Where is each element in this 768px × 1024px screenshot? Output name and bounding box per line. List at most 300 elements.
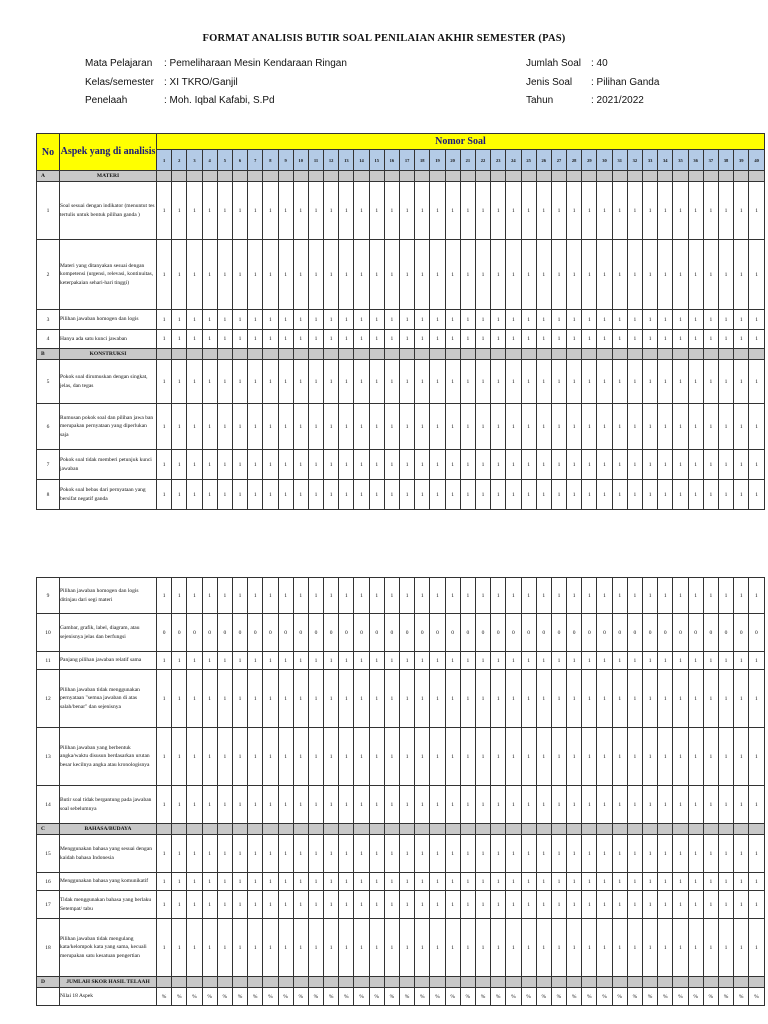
section-cell: [354, 824, 369, 835]
score-cell: 1: [673, 450, 688, 480]
section-cell: [384, 171, 399, 182]
score-cell: 1: [339, 360, 354, 404]
question-number: 11: [308, 150, 323, 171]
section-cell: [734, 349, 749, 360]
score-cell: 1: [248, 310, 263, 330]
section-cell: [506, 977, 521, 988]
aspect-text: Menggunakan bahasa yang komunikatif: [60, 873, 157, 891]
score-cell: 1: [749, 310, 765, 330]
score-cell: 1: [688, 835, 703, 873]
score-cell: 0: [627, 614, 642, 652]
score-cell: 1: [567, 891, 582, 919]
aspect-text: Pilihan jawaban homogen dan logis: [60, 310, 157, 330]
score-cell: 1: [612, 728, 627, 786]
score-cell: 1: [643, 786, 658, 824]
score-cell: 1: [157, 404, 172, 450]
section-cell: [202, 349, 217, 360]
score-cell: 1: [430, 728, 445, 786]
score-cell: 1: [688, 873, 703, 891]
score-cell: 1: [597, 578, 612, 614]
score-cell: 1: [475, 578, 490, 614]
score-cell: 1: [688, 360, 703, 404]
section-title: BAHASA/BUDAYA: [60, 824, 157, 835]
score-cell: 1: [734, 652, 749, 670]
score-cell: 1: [187, 480, 202, 510]
section-cell: [232, 824, 247, 835]
score-cell: 1: [248, 891, 263, 919]
score-cell: 1: [157, 480, 172, 510]
score-cell: 1: [157, 835, 172, 873]
score-cell: 1: [415, 182, 430, 240]
score-cell: 1: [415, 873, 430, 891]
score-cell: 1: [597, 891, 612, 919]
score-cell: 1: [308, 835, 323, 873]
row-number: 11: [37, 652, 60, 670]
score-cell: 1: [688, 578, 703, 614]
score-cell: 1: [612, 835, 627, 873]
score-cell: 1: [400, 404, 415, 450]
section-cell: [658, 171, 673, 182]
score-cell: 1: [232, 835, 247, 873]
score-cell: %: [491, 988, 506, 1006]
score-cell: 1: [475, 360, 490, 404]
score-cell: 1: [718, 786, 733, 824]
score-cell: 1: [187, 891, 202, 919]
score-cell: 0: [187, 614, 202, 652]
score-cell: 1: [187, 360, 202, 404]
question-number: 38: [718, 150, 733, 171]
score-cell: 1: [688, 450, 703, 480]
score-cell: 1: [718, 450, 733, 480]
score-cell: 1: [172, 891, 187, 919]
question-number: 5: [217, 150, 232, 171]
score-cell: %: [384, 988, 399, 1006]
score-cell: 1: [384, 652, 399, 670]
score-cell: 1: [217, 786, 232, 824]
score-cell: 0: [278, 614, 293, 652]
section-cell: [491, 977, 506, 988]
score-cell: 1: [551, 240, 566, 310]
section-cell: [339, 824, 354, 835]
aspect-text: Nilai 18 Aspek: [60, 988, 157, 1006]
score-cell: 1: [718, 480, 733, 510]
section-cell: [369, 977, 384, 988]
score-cell: 1: [673, 835, 688, 873]
score-cell: 0: [536, 614, 551, 652]
section-cell: [460, 977, 475, 988]
score-cell: 1: [369, 786, 384, 824]
section-cell: [521, 171, 536, 182]
section-cell: [354, 349, 369, 360]
score-cell: 1: [521, 404, 536, 450]
score-cell: 1: [384, 891, 399, 919]
score-cell: 1: [263, 786, 278, 824]
score-cell: 1: [597, 182, 612, 240]
section-cell: [157, 171, 172, 182]
score-cell: 1: [308, 873, 323, 891]
question-number: 39: [734, 150, 749, 171]
score-cell: 1: [536, 873, 551, 891]
score-cell: 1: [415, 652, 430, 670]
section-cell: [521, 824, 536, 835]
score-cell: 1: [749, 919, 764, 977]
score-cell: 1: [688, 404, 703, 450]
header-no: No: [37, 134, 60, 171]
score-cell: 1: [308, 891, 323, 919]
row-number: 16: [37, 873, 60, 891]
score-cell: %: [734, 988, 749, 1006]
score-cell: 1: [445, 480, 460, 510]
score-cell: %: [339, 988, 354, 1006]
document-title: FORMAT ANALISIS BUTIR SOAL PENILAIAN AKHIR SEMESTER (PAS): [202, 33, 566, 44]
score-cell: 1: [643, 670, 658, 728]
score-cell: 1: [612, 310, 627, 330]
score-cell: 1: [536, 310, 551, 330]
section-cell: [187, 977, 202, 988]
score-cell: 1: [718, 240, 733, 310]
score-cell: 1: [734, 670, 749, 728]
info-row-question-count: [526, 57, 659, 76]
question-number: 31: [612, 150, 627, 171]
section-cell: [597, 824, 612, 835]
score-cell: 1: [506, 919, 521, 977]
score-cell: 1: [308, 786, 323, 824]
section-cell: [369, 824, 384, 835]
score-cell: 1: [172, 652, 187, 670]
score-cell: 1: [293, 786, 308, 824]
score-cell: %: [506, 988, 521, 1006]
row-number: 7: [37, 450, 60, 480]
score-cell: 1: [521, 182, 536, 240]
score-cell: 1: [339, 670, 354, 728]
section-cell: [339, 349, 354, 360]
score-cell: 1: [734, 578, 749, 614]
score-cell: 1: [536, 670, 551, 728]
score-cell: 1: [430, 786, 445, 824]
score-cell: 1: [293, 182, 308, 240]
score-cell: 1: [308, 182, 323, 240]
score-cell: 1: [172, 240, 187, 310]
row-number: 5: [37, 360, 60, 404]
question-number: 32: [627, 150, 642, 171]
score-cell: 1: [673, 182, 688, 240]
score-cell: 1: [703, 182, 718, 240]
score-cell: 1: [308, 728, 323, 786]
score-cell: 1: [643, 728, 658, 786]
score-cell: 1: [627, 578, 642, 614]
score-cell: 1: [232, 182, 247, 240]
score-cell: 1: [551, 480, 566, 510]
score-cell: 1: [597, 919, 612, 977]
score-cell: 1: [217, 360, 232, 404]
score-cell: 1: [521, 480, 536, 510]
score-cell: 0: [658, 614, 673, 652]
score-cell: 1: [157, 873, 172, 891]
section-cell: [749, 824, 764, 835]
section-cell: [324, 977, 339, 988]
section-cell: [232, 349, 247, 360]
question-number: 33: [643, 150, 658, 171]
score-cell: 1: [703, 480, 718, 510]
section-cell: [703, 171, 718, 182]
section-cell: [263, 349, 278, 360]
score-cell: 0: [369, 614, 384, 652]
section-cell: [384, 824, 399, 835]
score-cell: 1: [369, 404, 384, 450]
section-cell: [308, 349, 323, 360]
score-cell: 1: [157, 891, 172, 919]
score-cell: 1: [491, 310, 506, 330]
section-cell: [430, 349, 445, 360]
score-cell: 1: [384, 360, 399, 404]
score-cell: 1: [688, 480, 703, 510]
score-cell: 1: [308, 310, 323, 330]
table-row: [37, 360, 765, 404]
score-cell: 1: [551, 450, 566, 480]
section-letter: B: [37, 349, 60, 360]
score-cell: 1: [506, 240, 521, 310]
score-cell: 1: [172, 786, 187, 824]
score-cell: 1: [551, 182, 566, 240]
score-cell: 1: [491, 873, 506, 891]
question-number: 16: [384, 150, 399, 171]
score-cell: 1: [643, 891, 658, 919]
section-cell: [278, 824, 293, 835]
score-cell: 1: [202, 728, 217, 786]
score-cell: 1: [491, 578, 506, 614]
score-cell: 1: [567, 919, 582, 977]
score-cell: 1: [157, 182, 172, 240]
score-cell: 1: [445, 728, 460, 786]
question-number: 6: [232, 150, 247, 171]
question-number: 7: [248, 150, 263, 171]
score-cell: 1: [430, 835, 445, 873]
section-cell: [582, 824, 597, 835]
score-cell: 1: [232, 360, 247, 404]
score-cell: 1: [400, 182, 415, 240]
score-cell: 1: [369, 919, 384, 977]
score-cell: 1: [506, 310, 521, 330]
score-cell: 1: [248, 182, 263, 240]
table-row: [37, 578, 765, 614]
section-cell: [232, 977, 247, 988]
question-number: 24: [506, 150, 521, 171]
question-number: 36: [688, 150, 703, 171]
score-cell: 1: [400, 578, 415, 614]
score-cell: 0: [643, 614, 658, 652]
score-cell: 1: [582, 919, 597, 977]
score-cell: 1: [688, 891, 703, 919]
score-cell: 1: [673, 670, 688, 728]
table-row: [37, 835, 765, 873]
score-cell: 1: [369, 450, 384, 480]
score-cell: 1: [475, 786, 490, 824]
score-cell: 0: [324, 614, 339, 652]
section-cell: [627, 349, 642, 360]
question-number: 23: [491, 150, 506, 171]
score-cell: 1: [400, 919, 415, 977]
score-cell: 1: [157, 786, 172, 824]
score-cell: 1: [202, 182, 217, 240]
score-cell: 1: [187, 182, 202, 240]
score-cell: 1: [536, 360, 551, 404]
score-cell: 1: [673, 652, 688, 670]
score-cell: 1: [339, 873, 354, 891]
score-cell: 1: [293, 670, 308, 728]
row-number: 9: [37, 578, 60, 614]
section-cell: [734, 977, 749, 988]
score-cell: 1: [734, 786, 749, 824]
score-cell: 1: [673, 480, 688, 510]
score-cell: 1: [627, 404, 642, 450]
score-cell: 1: [278, 835, 293, 873]
section-cell: [172, 349, 187, 360]
score-cell: 1: [293, 873, 308, 891]
score-cell: 1: [217, 873, 232, 891]
score-cell: 1: [400, 330, 415, 349]
score-cell: 1: [217, 240, 232, 310]
question-number: 2: [172, 150, 187, 171]
info-row-subject: [85, 57, 347, 76]
score-cell: 1: [627, 182, 642, 240]
score-cell: 1: [460, 330, 475, 349]
score-cell: 0: [172, 614, 187, 652]
section-cell: [430, 171, 445, 182]
score-cell: 1: [551, 786, 566, 824]
table-row: [37, 652, 765, 670]
score-cell: 1: [491, 835, 506, 873]
score-cell: 1: [172, 330, 187, 349]
score-cell: 1: [718, 728, 733, 786]
score-cell: 1: [445, 786, 460, 824]
score-cell: 1: [749, 360, 765, 404]
score-cell: 1: [460, 728, 475, 786]
section-letter: A: [37, 171, 60, 182]
question-number: 4: [202, 150, 217, 171]
score-cell: 1: [551, 360, 566, 404]
score-cell: 1: [703, 404, 718, 450]
section-cell: [217, 824, 232, 835]
section-cell: [673, 977, 688, 988]
section-cell: [202, 824, 217, 835]
score-cell: 1: [430, 450, 445, 480]
aspect-text: Pokok soal dirumuskan dengan singkat, jelas, dan tegas: [60, 360, 157, 404]
score-cell: 1: [460, 835, 475, 873]
score-cell: 0: [202, 614, 217, 652]
score-cell: 1: [536, 330, 551, 349]
score-cell: 1: [703, 835, 718, 873]
document-info-right: [526, 57, 659, 113]
section-cell: [718, 977, 733, 988]
score-cell: 1: [521, 360, 536, 404]
aspect-text: Hanya ada satu kunci jawaban: [60, 330, 157, 349]
score-cell: 1: [567, 786, 582, 824]
score-cell: 1: [339, 404, 354, 450]
section-cell: [597, 349, 612, 360]
score-cell: 1: [643, 480, 658, 510]
score-cell: 1: [263, 360, 278, 404]
score-cell: 1: [172, 919, 187, 977]
info-row-question-type: [526, 76, 659, 95]
section-cell: [491, 171, 506, 182]
info-value: : 40: [591, 58, 608, 69]
section-cell: [278, 977, 293, 988]
score-cell: 1: [263, 310, 278, 330]
score-cell: 1: [172, 450, 187, 480]
score-cell: 1: [384, 578, 399, 614]
score-cell: 1: [460, 578, 475, 614]
section-cell: [445, 977, 460, 988]
score-cell: 1: [551, 330, 566, 349]
table-row: [37, 891, 765, 919]
score-cell: 1: [582, 404, 597, 450]
score-cell: 1: [293, 450, 308, 480]
score-cell: 1: [612, 182, 627, 240]
score-cell: 1: [658, 182, 673, 240]
score-cell: 1: [597, 240, 612, 310]
score-cell: 1: [217, 670, 232, 728]
score-cell: 1: [217, 578, 232, 614]
section-cell: [673, 171, 688, 182]
score-cell: 1: [460, 786, 475, 824]
score-cell: 1: [232, 670, 247, 728]
score-cell: 1: [703, 330, 718, 349]
section-cell: [475, 824, 490, 835]
score-cell: 1: [749, 786, 764, 824]
score-cell: 1: [597, 404, 612, 450]
score-cell: 1: [339, 182, 354, 240]
score-cell: 1: [187, 835, 202, 873]
score-cell: %: [430, 988, 445, 1006]
section-cell: [688, 349, 703, 360]
score-cell: 1: [506, 578, 521, 614]
section-cell: [582, 171, 597, 182]
score-cell: 1: [536, 480, 551, 510]
score-cell: 1: [232, 330, 247, 349]
score-cell: 1: [202, 450, 217, 480]
score-cell: %: [232, 988, 247, 1006]
score-cell: 0: [521, 614, 536, 652]
header-aspek: Aspek yang di analisis: [60, 134, 157, 171]
score-cell: %: [248, 988, 263, 1006]
score-cell: 1: [567, 578, 582, 614]
score-cell: %: [172, 988, 187, 1006]
score-cell: 1: [415, 310, 430, 330]
header-row: [37, 134, 765, 150]
score-cell: 1: [354, 182, 369, 240]
score-cell: 1: [384, 330, 399, 349]
score-cell: %: [217, 988, 232, 1006]
score-cell: 1: [734, 450, 749, 480]
score-cell: 1: [187, 450, 202, 480]
score-cell: 0: [430, 614, 445, 652]
score-cell: 1: [384, 310, 399, 330]
score-cell: %: [703, 988, 718, 1006]
score-cell: 1: [506, 404, 521, 450]
score-cell: 1: [354, 891, 369, 919]
score-cell: 1: [384, 182, 399, 240]
score-cell: 1: [202, 310, 217, 330]
score-cell: 1: [460, 891, 475, 919]
score-cell: 1: [521, 786, 536, 824]
aspect-text: Pokok soal bebas dari pernyataan yang bersifat negatif ganda: [60, 480, 157, 510]
analysis-table-page-2: [36, 577, 765, 1006]
score-cell: 1: [232, 310, 247, 330]
score-cell: 1: [369, 728, 384, 786]
score-cell: 1: [536, 652, 551, 670]
section-cell: [339, 171, 354, 182]
score-cell: 1: [567, 182, 582, 240]
